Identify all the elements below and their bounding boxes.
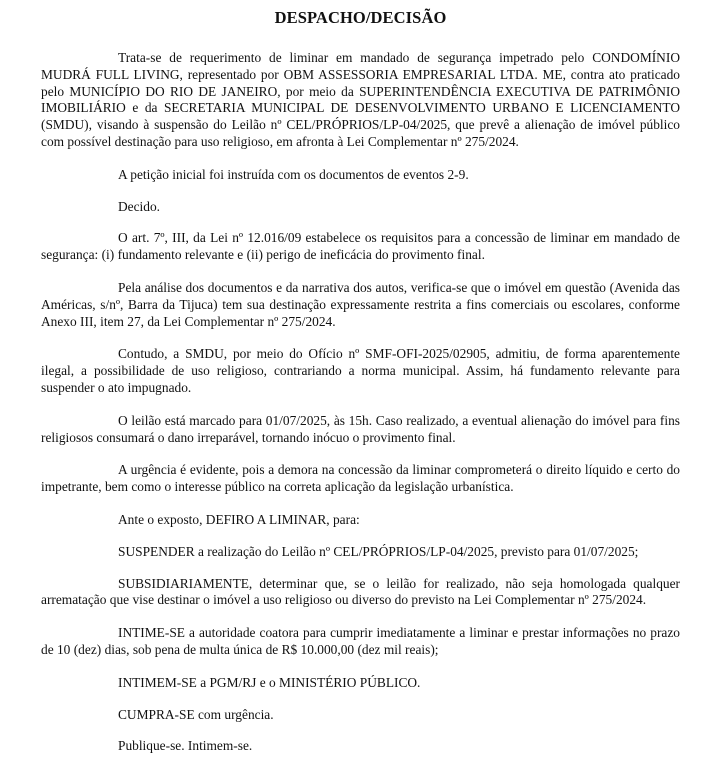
paragraph-suspend: SUSPENDER a realização do Leilão nº CEL/PRÓPRIOS/LP-04/2025, previsto para 01/07/2025; [118,543,639,559]
paragraph-notify-pgm: INTIMEM-SE a PGM/RJ e o MINISTÉRIO PÚBLICO. [118,674,421,690]
document-title: DESPACHO/DECISÃO [274,8,447,27]
paragraph-grant-injunction: Ante o exposto, DEFIRO A LIMINAR, para: [118,511,360,527]
paragraph-initial-petition: A petição inicial foi instruída com os documentos de eventos 2-9. [118,166,469,182]
paragraph-legal-requirements: O art. 7º, III, da Lei nº 12.016/09 estabelece os requisitos para a concessão de liminar em mandado de segurança: (i) fundamento relevante e (ii) perigo de ineficácia do provimento final. [41,230,680,263]
paragraph-notify-authority: INTIME-SE a autoridade coatora para cumprir imediatamente a liminar e prestar informações no prazo de 10 (dez) dias, sob pena de multa única de R$ 10.000,00 (dez mil reais); [41,625,680,657]
paragraph-subsidiarily: SUBSIDIARIAMENTE, determinar que, se o leilão for realizado, não seja homologada qualquer arrematação que vise destinar o imóvel a uso religioso ou diverso do previsto na Lei Complementar nº 275/2024. [41,575,680,608]
paragraph-auction-date: O leilão está marcado para 01/07/2025, às 15h. Caso realizado, a eventual alienação do imóvel para fins religiosos consumará o dano irreparável, tornando inócuo o provimento final. [41,412,680,445]
paragraph-summary: Trata-se de requerimento de liminar em mandado de segurança impetrado pelo CONDOMÍNIO MUDRÁ FULL LIVING, representado por OBM ASSESSORIA EMPRESARIAL LTDA. ME, contra ato praticado pelo MUNICÍPIO DO RIO DE JANEIRO, por meio da SUPERINTENDÊNCIA EXECUTIVA DE PATRIMÔNIO IMOBILIÁRIO e da SECRETARIA MUNICIPAL DE DESENVOLVIMENTO URBANO E LICENCIAMENTO (SMDU), visando à suspensão do Leilão nº CEL/PRÓPRIOS/LP-04/2025, que prevê a alienação de imóvel público com possível destinação para uso religioso, em afronta à Lei Complementar nº 275/2024. [41,50,680,149]
paragraph-analysis: Pela análise dos documentos e da narrativa dos autos, verifica-se que o imóvel em questão (Avenida das Américas, s/nº, Barra da Tijuca) tem sua destinação expressamente restrita a fins comerciais ou escolares, conforme Anexo III, item 27, da Lei Complementar nº 275/2024. [41,279,680,329]
paragraph-urgency: A urgência é evidente, pois a demora na concessão da liminar comprometerá o direito líquido e certo do impetrante, bem como o interesse público na correta aplicação da legislação urbanística. [41,462,680,495]
paragraph-decido: Decido. [118,198,161,214]
paragraph-comply: CUMPRA-SE com urgência. [118,706,274,722]
paragraph-publish: Publique-se. Intimem-se. [118,738,253,754]
paragraph-relevant-ground: Contudo, a SMDU, por meio do Ofício nº SMF-OFI-2025/02905, admitiu, de forma aparentemente ilegal, a possibilidade de uso religioso, contrariando a norma municipal. Assim, há fundamento relevante para suspender o ato impugnado. [41,346,680,395]
